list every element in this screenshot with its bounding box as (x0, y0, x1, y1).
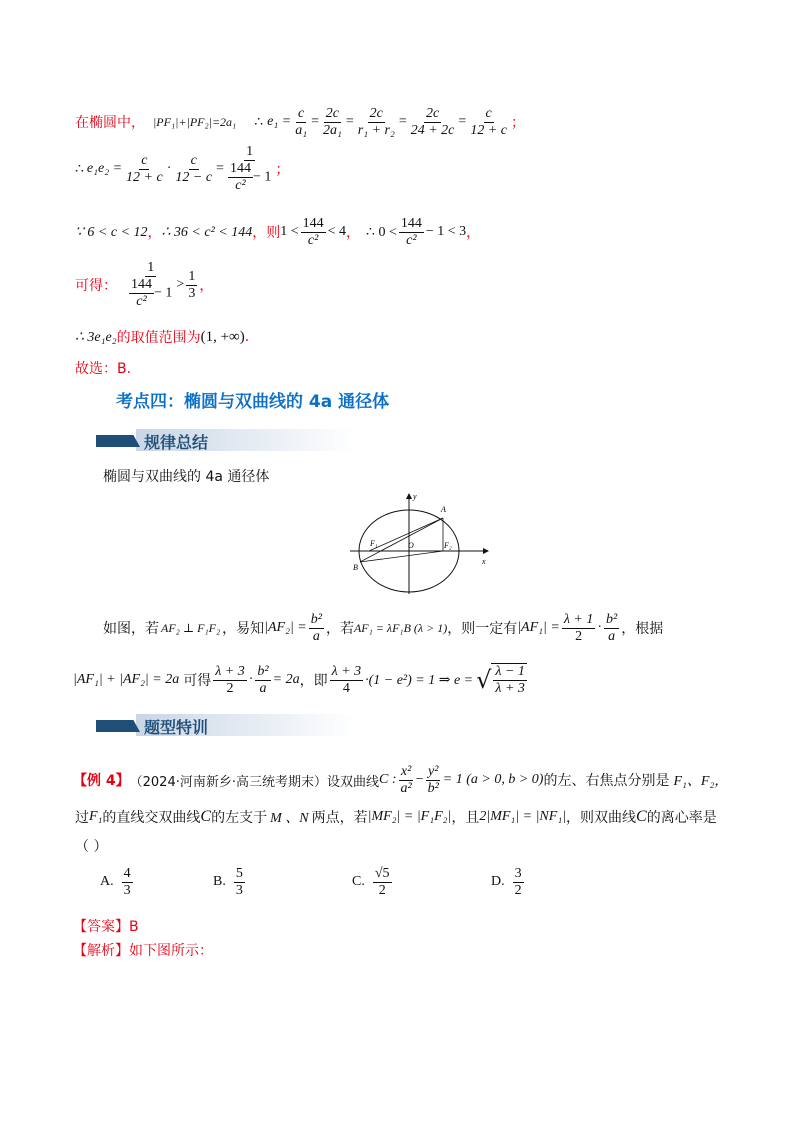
c-squared-range: ∴ 36 < c² < 144 (161, 224, 253, 240)
lead-text: 在椭圆中， (75, 115, 145, 131)
line-ellipse-eccentricity: 在椭圆中， |PF₁|+|PF₂|=2a₁ ∴ e₁ = $\frac{c}{\text{a₁}}$ = $\frac{2c}{\text{2a₁}}$ = $\frac{2c}{\text{r₁ + r₂}}$ = $\frac{2c}{24 + 2c}$ = $\frac{c}{12 + c}$ ； (75, 105, 525, 138)
equals-2a: = 2a (272, 672, 300, 687)
therefore-symbol: ∴ (254, 114, 264, 130)
semicolon: ； (275, 162, 290, 178)
answer-blank: （ ） (75, 839, 108, 855)
banner-text: 规律总结 (144, 433, 209, 452)
text-then: ，则一定有 (447, 621, 518, 637)
then-word: 则 (266, 225, 281, 241)
focal-sum: |AF₁| + |AF₂| = 2a (73, 672, 180, 687)
foci-labels: F₁、F₂， (673, 774, 729, 789)
option-den: 2 (378, 882, 386, 898)
banner-bar (96, 720, 140, 732)
vector-condition: AF₁ = λF₁B (λ > 1) (353, 620, 448, 635)
section-title: 考点四：椭圆与双曲线的 4a 通径体 (116, 392, 390, 412)
banner-practice (96, 714, 356, 736)
choice-line: 故选：B. (75, 361, 132, 377)
expr-3e1e2: ∴ 3e₁e₂ (75, 329, 117, 345)
perp-condition: AF₂ ⊥ F₁F₂ (161, 620, 221, 635)
option-label: C. (352, 874, 365, 889)
text-and: ，且 (451, 810, 480, 826)
because-range: ∵ 6 < c < 12 (75, 224, 148, 240)
option-num: 3 (514, 865, 522, 881)
segment-b-f2 (360, 551, 443, 562)
text-according: ，根据 (621, 621, 664, 637)
point-a-label: A (441, 505, 446, 514)
text-through: 过 (75, 810, 89, 826)
banner-bar (96, 435, 140, 447)
option-num: 4 (123, 865, 131, 881)
condition-1: |MF₂| = |F₁F₂| (367, 809, 452, 824)
ineq2-right: − 1 < 3 (425, 224, 467, 239)
comma: ， (346, 225, 361, 241)
e1-label: e₁ = (267, 114, 292, 129)
option-c[interactable] (352, 862, 394, 902)
ellipse-figure (340, 490, 500, 602)
text-then: ，则双曲线 (566, 810, 637, 826)
curve-name: C : (378, 772, 397, 787)
answer-tag: 【答案】 (73, 919, 129, 935)
comma: ， (466, 225, 481, 241)
range-value: (1, +∞) (200, 328, 245, 345)
analysis-line (73, 940, 213, 960)
curve-condition: = 1 (a > 0, b > 0) (442, 772, 544, 787)
af1-label: |AF₁| = (517, 620, 560, 635)
text-two-points: 两点，若 (311, 810, 368, 826)
origin-label: O (408, 541, 414, 550)
af2-label: |AF₂| = (264, 620, 307, 635)
option-label: B. (213, 874, 226, 889)
line-focal-sum: |AF₁| + |AF₂| = 2a 可得 $\frac{\lambda + 3}{2}$ · $\frac{\text{b²}}{a}$ = 2a ，即 $\frac{\lambda + 3}{4}$ ·(1 − e²) = 1 ⇒ e = √ $\frac{\lambda - 1}{\lambda + 3}$ (73, 663, 525, 696)
c-symbol-2: C (636, 808, 647, 825)
text-namely: ，即 (299, 673, 328, 689)
analysis-text: 如下图所示： (129, 943, 213, 959)
c-symbol: C (200, 808, 212, 825)
text-obtain: 可得 (183, 673, 212, 689)
period: . (244, 329, 250, 345)
ineq1-right: < 4 (327, 224, 347, 239)
text-left-branch: 的左支于 (211, 810, 268, 826)
intro-line: 椭圆与双曲线的 4a 通径体 (103, 469, 270, 485)
option-den: 2 (514, 882, 522, 898)
comma: ， (147, 225, 162, 241)
ineq1-left: 1 < (280, 224, 299, 239)
line-range-derivation: ∵ 6 < c < 12 ， ∴ 36 < c² < 144 ， 则 1 < $\frac{144}{\text{c²}}$ < 4 ， ∴ 0 < $\frac{144}{\text{c²}}$ − 1 < 3 ， (75, 215, 481, 248)
comma: ， (199, 278, 214, 294)
line-value-range (75, 326, 249, 348)
obtain-text: 可得： (75, 278, 117, 294)
segment-f1-a (369, 518, 443, 551)
greater-than: > (176, 277, 185, 292)
example-tag: 【例 4】 (73, 773, 130, 789)
ineq2-left: ∴ 0 < (366, 224, 397, 240)
example-line-1: 【例 4】 （2024·河南新乡·高三统考期末）设双曲线 C : $\frac{\text{x²}}{\text{a²}}$ − $\frac{\text{y²}}{\text{b²}}$ = 1 (a > 0, b > 0) 的左、右焦点分别是 F₁、F₂， (73, 763, 729, 796)
option-a[interactable] (100, 862, 135, 902)
pf-sum: |PF₁|+|PF₂|=2a₁ (153, 114, 237, 129)
line-e1e2-product: ∴ e₁e₂ = $\frac{c}{12 + c}$ · $\frac{c}{12 - c}$ = 1 $\frac{144}{\text{c²}}$ − 1 ； (75, 144, 290, 193)
option-label: A. (100, 874, 114, 889)
text-eccentricity: 的离心率是 (646, 810, 717, 826)
sqrt-sign: √ (476, 666, 492, 694)
line-obtain: 可得： 1 $\frac{144}{\text{c²}}$ − 1 > $\frac{1}{3}$ ， (75, 260, 214, 309)
option-label: D. (491, 874, 505, 889)
option-den: 3 (235, 882, 243, 898)
x-label: x (482, 557, 486, 566)
point-b-label: B (353, 563, 358, 572)
text-if2: ，若 (325, 621, 354, 637)
text-easy: ，易知 (222, 621, 265, 637)
option-num: 5 (235, 865, 243, 881)
example-source: （2024·河南新乡·高三统考期末）设双曲线 (129, 774, 379, 790)
option-d[interactable] (491, 862, 526, 902)
sqrt-numerator: λ − 1 (495, 664, 525, 679)
f1-symbol: F₁ (89, 809, 103, 824)
example-line-2 (75, 806, 717, 828)
eccentricity-derivation: ·(1 − e²) = 1 ⇒ e = (365, 672, 474, 688)
answer-line (73, 916, 139, 936)
option-den: 3 (123, 882, 131, 898)
sqrt-denominator: λ + 3 (495, 681, 525, 696)
banner-text: 题型特训 (144, 718, 209, 737)
option-num: √5 (374, 865, 390, 881)
f2-label: F₂ (444, 541, 452, 550)
banner-rule-summary (96, 429, 356, 451)
analysis-tag: 【解析】 (73, 943, 129, 959)
f1-label: F₁ (370, 539, 378, 548)
mn-points: M 、N (270, 811, 309, 826)
comma: ， (252, 225, 267, 241)
text-if: 如图，若 (103, 621, 159, 637)
y-label: y (413, 492, 417, 501)
e1e2-label: e₁e₂ = (86, 161, 123, 176)
condition-2: 2|MF₁| = |NF₁| (479, 809, 567, 824)
therefore-symbol: ∴ (75, 161, 84, 177)
semicolon: ； (510, 115, 525, 131)
text-foci: 的左、右焦点分别是 (543, 773, 670, 789)
text-line: 的直线交双曲线 (102, 810, 201, 826)
option-b[interactable] (213, 862, 247, 902)
range-text: 的取值范围为 (116, 330, 201, 346)
line-if-perp: 如图，若 AF₂ ⊥ F₁F₂ ，易知 |AF₂| = $\frac{\text{b²}}{a}$ ，若 AF₁ = λF₁B (λ > 1) ，则一定有 |AF₁| = $\frac{\lambda + 1}{2}$ · $\frac{\text{b²}}{a}$ ，根据 (103, 611, 664, 644)
answer-value: B (129, 919, 139, 935)
